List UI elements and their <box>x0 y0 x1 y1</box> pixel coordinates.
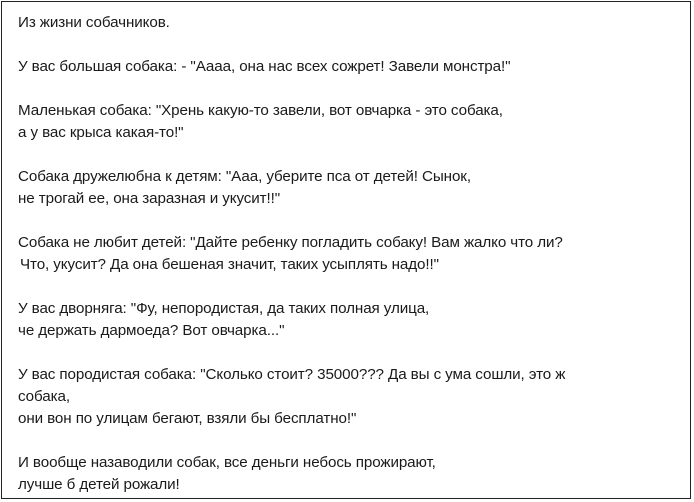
post-text <box>18 12 683 496</box>
text-line: Собака не любит детей: "Дайте ребенку погладить собаку! Вам жалко что ли? <box>18 234 563 251</box>
text-line: а у вас крыса какая-то!" <box>18 124 184 141</box>
text-line: И вообще назаводили собак, все деньги небось прожирают, <box>18 454 436 471</box>
text-line: У вас большая собака: - "Аааа, она нас всех сожрет! Завели монстра!" <box>18 58 511 75</box>
text-line: Собака дружелюбна к детям: "Ааа, уберите пса от детей! Сынок, <box>18 168 471 185</box>
text-line: Что, укусит? Да она бешеная значит, таких усыплять надо!!" <box>20 256 439 273</box>
paragraph-unfriendly-dog <box>18 232 683 276</box>
paragraph-purebred <box>18 364 683 430</box>
text-line: не трогай ее, она заразная и укусит!!" <box>18 190 281 207</box>
paragraph-big-dog <box>18 56 683 78</box>
text-line: Из жизни собачников. <box>18 14 170 31</box>
post-title <box>18 12 683 34</box>
text-line: Маленькая собака: "Хрень какую-то завели, вот овчарка - это собака, <box>18 102 503 119</box>
text-line: У вас породистая собака: "Сколько стоит? 35000??? Да вы с ума сошли, это ж <box>18 366 566 383</box>
paragraph-friendly-dog <box>18 166 683 210</box>
text-line: У вас дворняга: "Фу, непородистая, да таких полная улица, <box>18 300 430 317</box>
paragraph-conclusion <box>18 452 683 496</box>
paragraph-small-dog <box>18 100 683 144</box>
paragraph-mongrel <box>18 298 683 342</box>
text-line: собака, <box>18 388 70 405</box>
text-line: они вон по улицам бегают, взяли бы бесплатно!" <box>18 410 357 427</box>
text-line: лучше б детей рожали! <box>18 476 180 493</box>
text-line: че держать дармоеда? Вот овчарка..." <box>18 322 285 339</box>
